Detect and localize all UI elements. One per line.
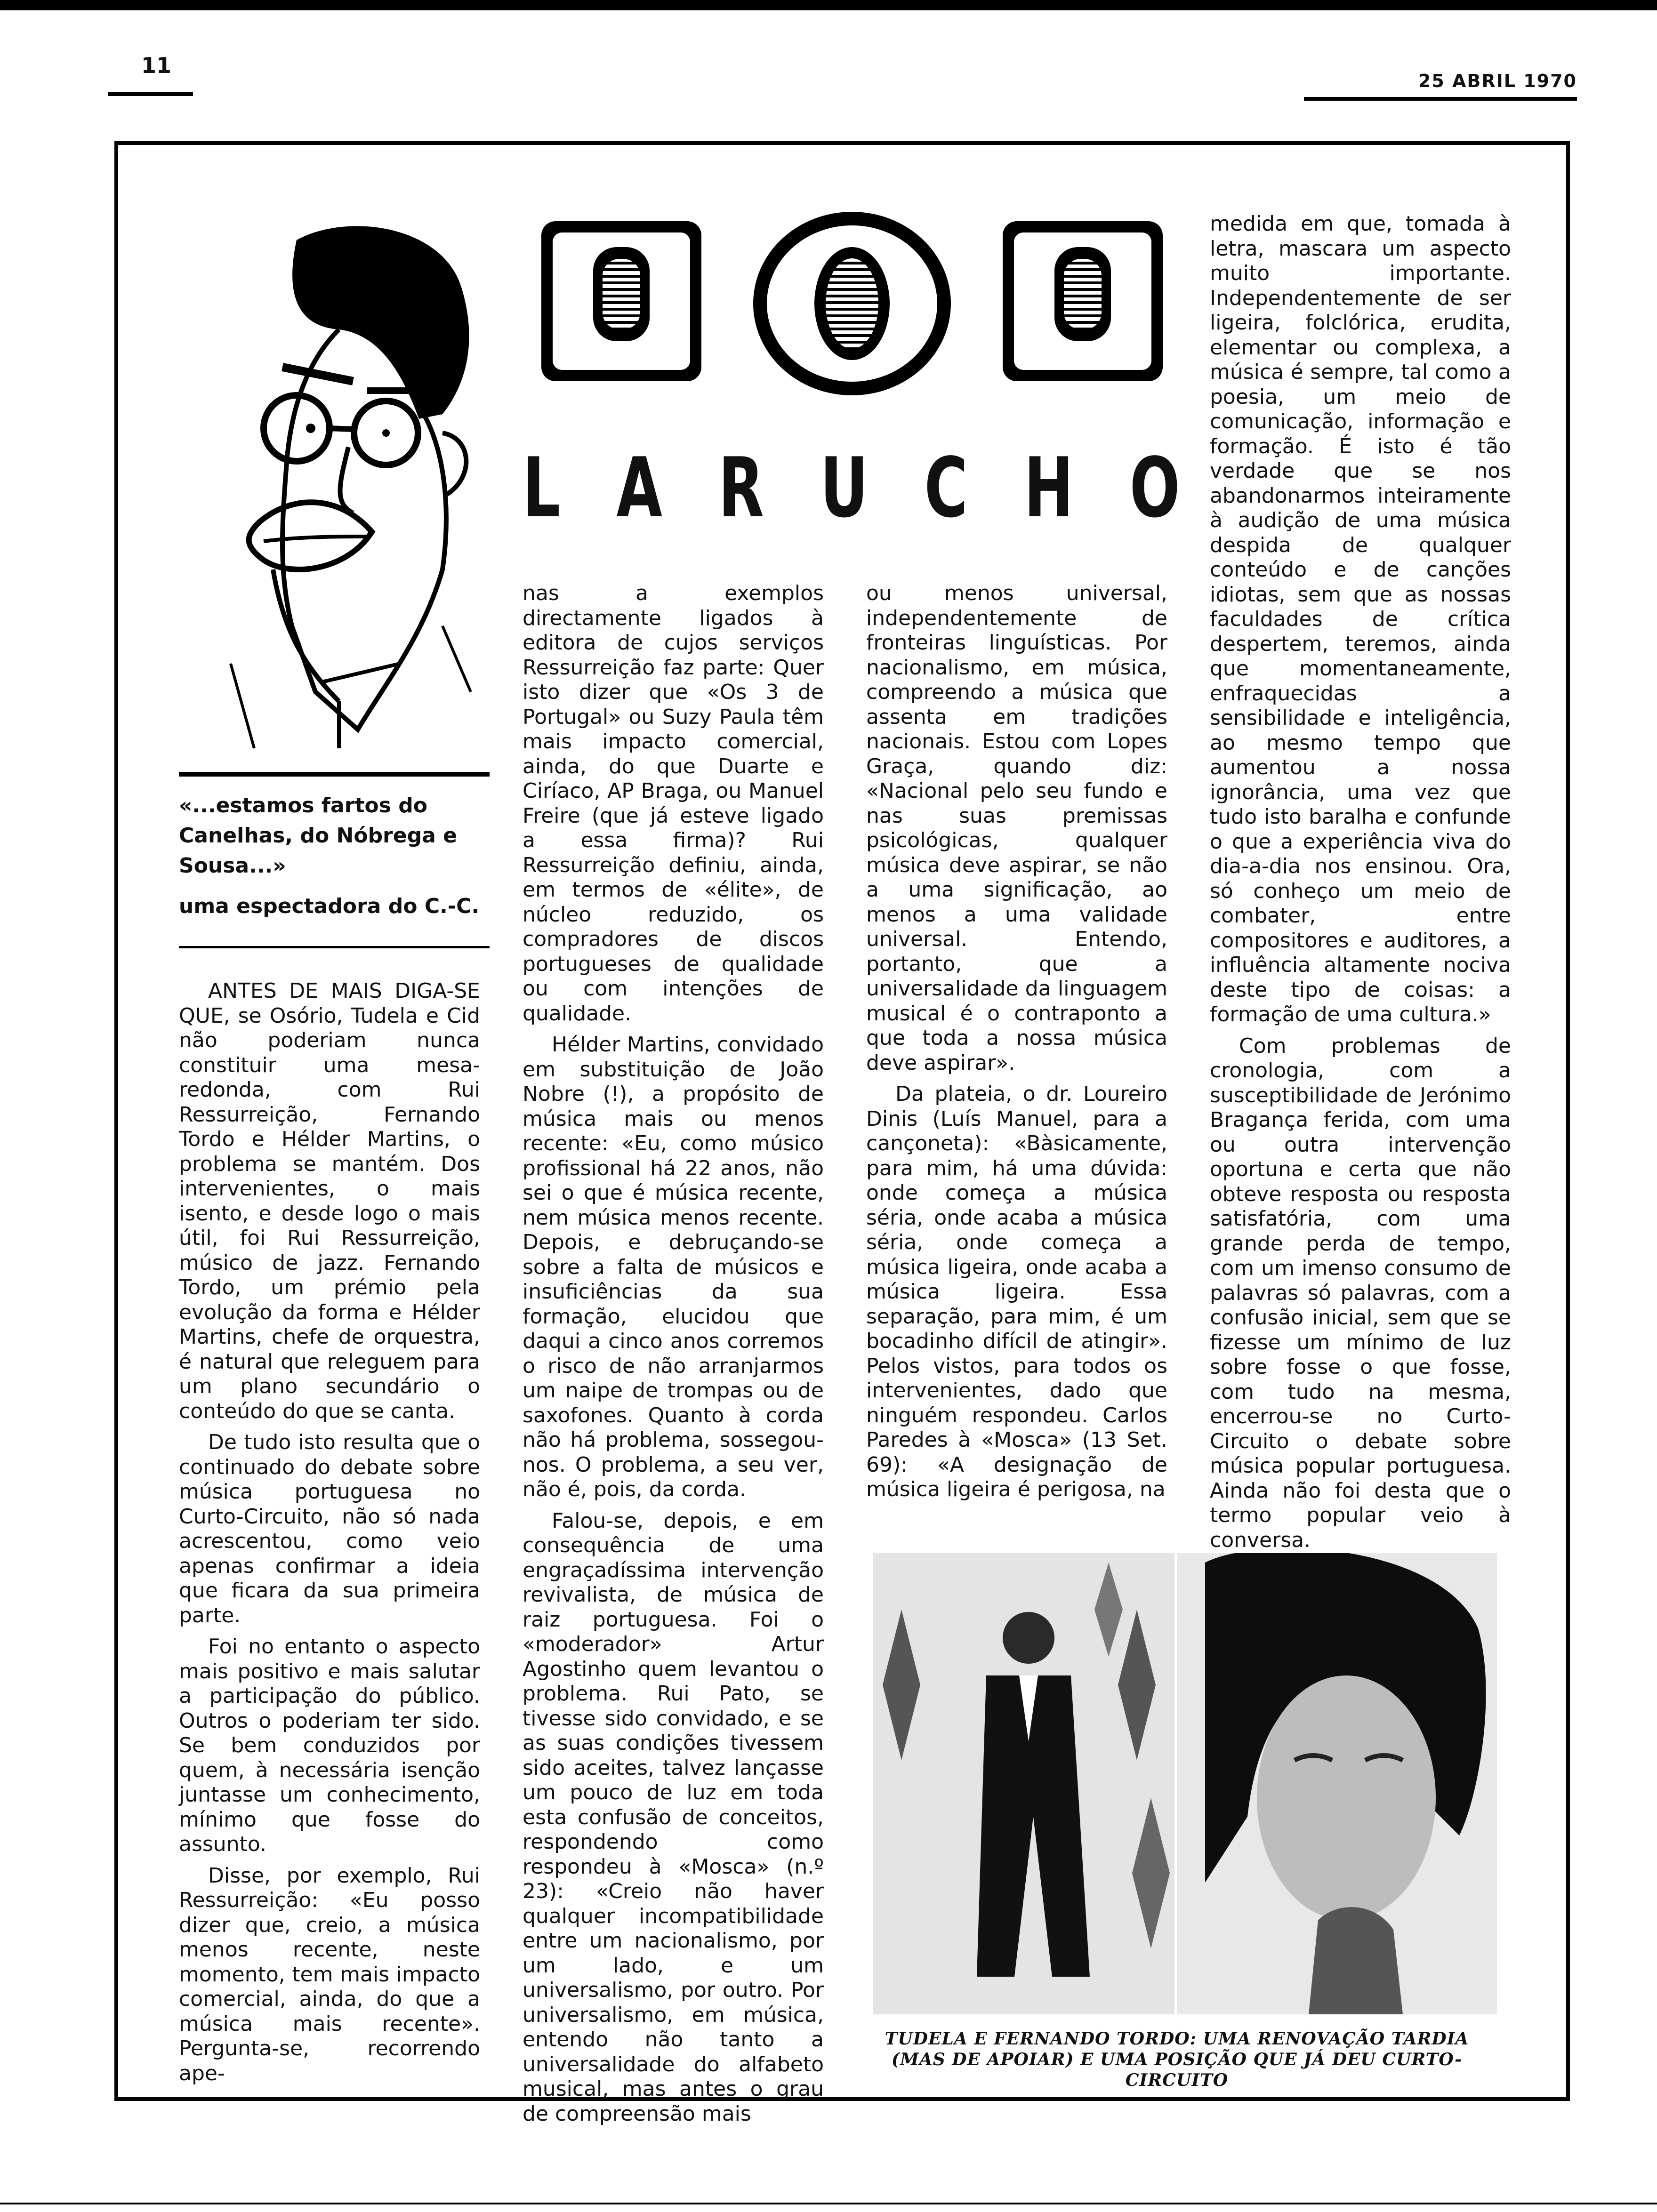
article-column-2 bbox=[523, 581, 824, 2126]
photo-caption: TUDELA E FERNANDO TORDO: UMA RENOVAÇÃO TARDIA (MAS DE APOIAR) E UMA POSIÇÃO QUE JÁ DEU CURTO-CIRCUITO bbox=[885, 2029, 1469, 2090]
photo-tudela-image bbox=[873, 1553, 1174, 2014]
author-letter: R bbox=[718, 441, 764, 536]
caricature-illustration bbox=[198, 212, 490, 753]
quote-bottom-rule bbox=[179, 946, 490, 948]
paragraph: De tudo isto resulta que o continuado do debate sobre música portuguesa no Curto-Circuito, não só nada acrescentou, como veio apenas confirmar a ideia que ficara da sua primeira parte. bbox=[179, 1430, 480, 1627]
author-letter: C bbox=[924, 441, 968, 536]
page-number: 11 bbox=[141, 53, 172, 78]
author-letter: A bbox=[616, 441, 662, 536]
paragraph: Hélder Martins, convidado em substituição de João Nobre (!), a propósito de música mais ou menos recente: «Eu, como músico profissional há 22 anos, não sei o que é música recente, nem música menos recente. Depois, e debruçando-se sobre a falta de músicos e insuficiências da sua formação, elucidou que daqui a cinco anos corremos o risco de não arranjarmos um naipe de trompas ou de saxofones. Quanto à corda não há problema, sossegou-nos. O problema, a seu ver, não é, pois, da corda. bbox=[523, 1033, 824, 1501]
paragraph: Falou-se, depois, e em consequência de uma engraçadíssima intervenção revivalista, de música de raiz portuguesa. Foi o «moderador» Artur Agostinho quem levantou o problema. Rui Pato, se tivesse sido convidado, e se as suas condições tivessem sido aceites, talvez lançasse um pouco de luz em toda esta confusão de conceitos, respondendo como respondeu à «Mosca» (n.º 23): «Creio não haver qualquer incompatibilidade entre um nacionalismo, por um lado, e um universalismo, por outro. Por universalismo, em música, entendo não tanto a universalidade do alfabeto musical, mas antes o grau de compreensão mais bbox=[523, 1508, 824, 2126]
pull-quote-attribution: uma espectadora do C.-C. bbox=[179, 894, 480, 918]
quote-top-rule bbox=[179, 772, 490, 777]
issue-date: 25 ABRIL 1970 bbox=[1418, 71, 1577, 91]
author-letter: U bbox=[820, 441, 869, 536]
article-column-1 bbox=[179, 979, 480, 2086]
author-name bbox=[523, 441, 1180, 536]
pull-quote bbox=[179, 791, 490, 922]
top-border bbox=[0, 0, 1657, 10]
photo-tudela bbox=[873, 1553, 1174, 2014]
paragraph: medida em que, tomada à letra, mascara um aspecto muito importante. Independentemente de ser ligeira, folclórica, erudita, elementar ou complexa, a música é sempre, tal como a poesia, um meio de comunicação, informação e formação. É isto é tão verdade que se nos abandonarmos inteiramente à audição de uma música despida de qualquer conteúdo e de canções idiotas, sem que as nossas faculdades de crítica despertem, teremos, ainda que momentaneamente, enfraquecidas a sensibilidade e inteligência, ao mesmo tempo que aumentou a nossa ignorância, uma vez que tudo isto baralha e confunde o que a experiência viva do dia-a-dia nos ensinou. Ora, só conheço um meio de combater, entre compositores e auditores, a influência altamente nociva deste tipo de coisas: a formação de uma cultura.» bbox=[1210, 212, 1511, 1026]
pull-quote-text: «...estamos fartos do Canelhas, do Nóbrega e Sousa...» bbox=[179, 793, 457, 878]
author-letter: H bbox=[1024, 441, 1074, 536]
bottom-border bbox=[0, 2203, 1657, 2204]
author-letter: O bbox=[1129, 441, 1180, 536]
paragraph: Com problemas de cronologia, com a susceptibilidade de Jerónimo Bragança ferida, com uma ou outra intervenção oportuna e certa que não obteve resposta ou resposta satisfatória, com uma grande perda de tempo, com um imenso consumo de palavras só palavras, com a confusão inicial, sem que se fizesse um mínimo de luz sobre fosse o que fosse, com tudo na mesma, encerrou-se no Curto-Circuito o debate sobre música popular portuguesa. Ainda não foi desta que o termo popular veio à conversa. bbox=[1210, 1034, 1511, 1552]
pop-letter-p2 bbox=[1003, 221, 1163, 381]
paragraph: nas a exemplos directamente ligados à editora de cujos serviços Ressurreição faz parte: Quer isto dizer que «Os 3 de Portugal» ou Suzy Paula têm mais impacto comercial, ainda, do que Duarte e Ciríaco, AP Braga, ou Manuel Freire (que já esteve ligado a essa firma)? Rui Ressurreição definiu, ainda, em termos de «élite», de núcleo reduzido, os compradores de discos portugueses de qualidade ou com intenções de qualidade. bbox=[523, 581, 824, 1026]
page-number-rule bbox=[108, 92, 193, 96]
paragraph: Disse, por exemplo, Rui Ressurreição: «Eu posso dizer que, creio, a música menos recente, neste momento, tem mais impacto comercial, ainda, do que a música mais recente». Pergunta-se, recorrendo ape- bbox=[179, 1863, 480, 2085]
pop-letter-o bbox=[753, 212, 951, 395]
paragraph: ou menos universal, independentemente de fronteiras linguísticas. Por nacionalismo, em música, compreendo a música que assenta em tradições nacionais. Estou com Lopes Graça, quando diz: «Nacional pelo seu fundo e nas suas premissas psicológicas, qualquer música deve aspirar, se não a uma significação, ao menos a uma validade universal. Entendo, portanto, que a universalidade da linguagem musical é o contraponto a que toda a nossa música deve aspirar». bbox=[866, 581, 1167, 1075]
pop-title bbox=[523, 202, 1182, 400]
date-rule bbox=[1304, 97, 1577, 101]
author-letter: L bbox=[523, 441, 561, 536]
paragraph: Da plateia, o dr. Loureiro Dinis (Luís Manuel, para a cançoneta): «Bàsicamente, para mim, há uma dúvida: onde começa a música séria, onde acaba a música séria, onde começa a música ligeira, onde acaba a música ligeira. Essa separação, para mim, é um bocadinho difícil de atingir». Pelos vistos, para todos os intervenientes, dado que ninguém respondeu. Carlos Paredes à «Mosca» (13 Set. 69): «A designação de música ligeira é perigosa, na bbox=[866, 1082, 1167, 1501]
photo-fernando-tordo-image bbox=[1177, 1553, 1497, 2014]
article-column-4 bbox=[1210, 212, 1511, 1553]
pop-letter-p1 bbox=[541, 221, 701, 381]
paragraph: Foi no entanto o aspecto mais positivo e mais salutar a participação do público. Outros o poderiam ter sido. Se bem conduzidos por quem, à necessária isenção juntasse um conhecimento, mínimo que fosse do assunto. bbox=[179, 1635, 480, 1856]
paragraph: ANTES DE MAIS DIGA-SE QUE, se Osório, Tudela e Cid não poderiam nunca constituir uma mesa-redonda, com Rui Ressurreição, Fernando Tordo e Hélder Martins, o problema se mantém. Dos intervenientes, o mais isento, e desde logo o mais útil, foi Rui Ressurreição, músico de jazz. Fernando Tordo, um prémio pela evolução da forma e Hélder Martins, chefe de orquestra, é natural que releguem para um plano secundário o conteúdo do que se canta. bbox=[179, 979, 480, 1423]
photo-fernando-tordo bbox=[1177, 1553, 1497, 2014]
article-column-3 bbox=[866, 581, 1167, 1502]
